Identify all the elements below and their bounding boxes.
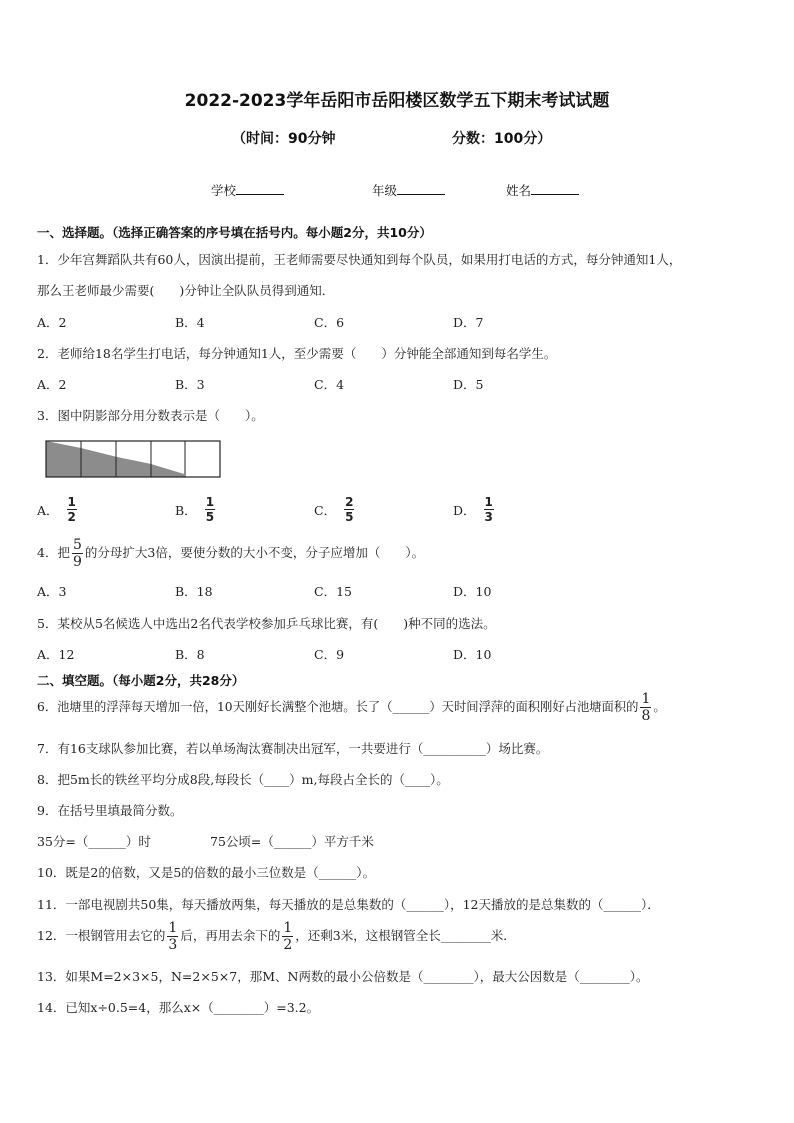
q12-post: ，还剩3米，这根钢管全长________米． <box>295 928 516 943</box>
question-3: 3．图中阴影部分用分数表示是（ ）。 <box>37 408 264 423</box>
school-label: 学校 <box>211 183 237 198</box>
question-6 <box>37 692 666 723</box>
numerator: 1 <box>67 495 76 509</box>
question-4 <box>37 538 424 569</box>
q2-option-b[interactable]: B．3 <box>175 377 205 392</box>
school-field[interactable] <box>211 181 284 199</box>
q1-option-a[interactable]: A．2 <box>37 315 67 330</box>
question-13: 13．如果M=2×3×5，N=2×5×7，那M、N两数的最小公倍数是（________），最大公因数是（________）。 <box>37 969 649 984</box>
q1-option-b[interactable]: B．4 <box>175 315 205 330</box>
denominator: 3 <box>168 937 178 953</box>
school-blank[interactable] <box>236 182 284 195</box>
name-label: 姓名 <box>506 183 532 198</box>
q5-option-c[interactable]: C．9 <box>314 647 345 662</box>
grade-label: 年级 <box>372 183 398 198</box>
numerator: 2 <box>345 495 354 509</box>
numerator: 5 <box>72 537 82 553</box>
numerator: 1 <box>484 495 493 509</box>
numerator: 1 <box>641 691 651 707</box>
denominator: 2 <box>283 937 293 953</box>
exam-score: 分数：100分） <box>452 131 552 147</box>
question-9-part-a: 35分=（______）时 <box>37 834 151 849</box>
shaded-fraction-figure <box>45 440 223 478</box>
q6-pre: 6．池塘里的浮萍每天增加一倍，10天刚好长满整个池塘。长了（______）天时间浮萍的面积刚好占池塘面积的 <box>37 700 639 714</box>
q3-option-a[interactable] <box>37 496 79 523</box>
q3-option-c-letter: C． <box>314 502 337 518</box>
q6-fraction <box>640 692 651 723</box>
q3-option-c[interactable] <box>314 496 356 523</box>
page-title: 2022-2023学年岳阳市岳阳楼区数学五下期末考试试题 <box>184 91 610 111</box>
question-2: 2．老师给18名学生打电话，每分钟通知1人，至少需要（ ）分钟能全部通知到每名学生。 <box>37 346 557 361</box>
q5-option-d[interactable]: D．10 <box>453 647 492 662</box>
question-1-line-1: 1．少年宫舞蹈队共有60人，因演出提前，王老师需要尽快通知到每个队员，如果用打电话的方式，每分钟通知1人， <box>37 252 682 267</box>
question-10: 10．既是2的倍数，又是5的倍数的最小三位数是（______）。 <box>37 865 376 880</box>
denominator: 5 <box>345 510 354 524</box>
exam-time: （时间：90分钟 <box>232 131 336 147</box>
question-9-part-b: 75公顷=（______）平方千米 <box>210 834 374 849</box>
grade-field[interactable] <box>372 181 445 199</box>
numerator: 1 <box>283 920 293 936</box>
q3-option-b[interactable] <box>175 496 217 523</box>
q2-option-a[interactable]: A．2 <box>37 377 67 392</box>
question-14: 14．已知x÷0.5=4，那么x×（________）=3.2。 <box>37 1000 320 1015</box>
shaded-region <box>46 441 184 477</box>
q4-post: 的分母扩大3倍，要使分数的大小不变，分子应增加（ ）。 <box>84 545 425 560</box>
numerator: 1 <box>205 495 215 509</box>
name-blank[interactable] <box>531 182 579 195</box>
section-fill-heading: 二、填空题。（每小题2分，共28分） <box>37 673 245 688</box>
q3-option-d[interactable] <box>453 496 496 523</box>
question-8: 8．把5m长的铁丝平均分成8段,每段长（____）m,每段占全长的（____）。 <box>37 772 449 787</box>
question-11: 11．一部电视剧共50集，每天播放两集，每天播放的是总集数的（______），12天播放的是总集数的（______）． <box>37 897 660 912</box>
numerator: 1 <box>168 920 178 936</box>
q4-option-a[interactable]: A．3 <box>37 584 67 599</box>
question-1-line-2: 那么王老师最少需要( )分钟让全队队员得到通知． <box>37 283 335 298</box>
q5-option-a[interactable]: A．12 <box>37 647 75 662</box>
denominator: 2 <box>67 510 76 524</box>
q4-option-b[interactable]: B．18 <box>175 584 213 599</box>
q3-option-b-letter: B． <box>175 502 197 518</box>
q4-option-c[interactable]: C．15 <box>314 584 352 599</box>
q12-mid: 后，再用去余下的 <box>180 928 281 943</box>
q3-option-c-fraction <box>344 496 354 523</box>
grade-blank[interactable] <box>397 182 445 195</box>
q1-option-c[interactable]: C．6 <box>314 315 345 330</box>
q3-option-a-letter: A． <box>37 502 59 518</box>
q3-option-a-fraction <box>67 496 77 523</box>
question-5: 5．某校从5名候选人中选出2名代表学校参加乒乓球比赛，有( )种不同的选法。 <box>37 616 496 631</box>
denominator: 9 <box>72 554 82 570</box>
q12-fraction-2 <box>282 921 293 952</box>
section-choice-heading: 一、选择题。（选择正确答案的序号填在括号内。每小题2分，共10分） <box>37 225 432 240</box>
denominator: 5 <box>205 510 215 524</box>
q1-option-d[interactable]: D．7 <box>453 315 484 330</box>
q3-option-d-fraction <box>484 496 494 523</box>
q6-post: 。 <box>653 700 666 714</box>
q12-fraction-1 <box>167 921 178 952</box>
denominator: 3 <box>484 510 493 524</box>
q3-option-d-letter: D． <box>453 502 476 518</box>
question-7: 7．有16支球队参加比赛，若以单场淘汰赛制决出冠军，一共要进行（__________）场比赛。 <box>37 741 549 756</box>
name-field[interactable] <box>506 181 579 199</box>
question-12 <box>37 921 516 952</box>
q5-option-b[interactable]: B．8 <box>175 647 205 662</box>
q4-option-d[interactable]: D．10 <box>453 584 492 599</box>
q4-pre: 4．把 <box>37 545 70 560</box>
q2-option-c[interactable]: C．4 <box>314 377 345 392</box>
question-9: 9．在括号里填最简分数。 <box>37 803 183 818</box>
q12-pre: 12．一根钢管用去它的 <box>37 928 166 943</box>
q3-option-b-fraction <box>205 496 215 523</box>
q2-option-d[interactable]: D．5 <box>453 377 484 392</box>
q4-fraction <box>72 538 83 569</box>
denominator: 8 <box>641 708 651 724</box>
